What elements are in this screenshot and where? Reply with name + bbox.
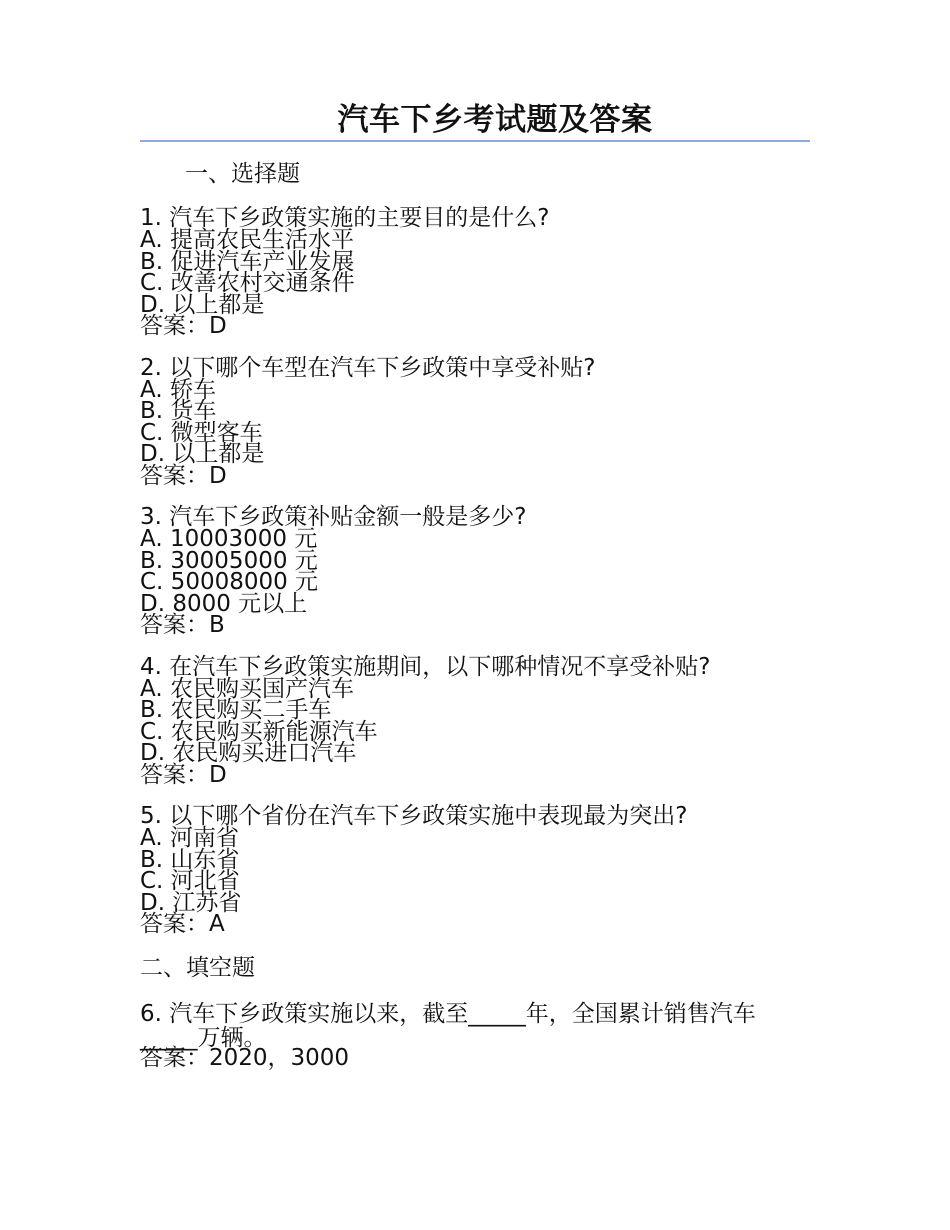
option-d: D. 8000 元以上 <box>140 590 308 617</box>
question-block-6 <box>140 1002 810 1070</box>
question-block-4 <box>140 655 810 787</box>
answer-text: 答案：B <box>140 612 225 638</box>
section-heading-choice: 一、选择题 <box>185 161 300 187</box>
question-stem: 6. 汽车下乡政策实施以来，截至_____年，全国累计销售汽车_____万辆。 <box>140 1000 756 1051</box>
document-title: 汽车下乡考试题及答案 <box>337 102 653 138</box>
question-stem: 2. 以下哪个车型在汽车下乡政策中享受补贴? <box>140 354 596 381</box>
answer-text: 答案：D <box>140 313 227 339</box>
option-d: D. 以上都是 <box>140 291 265 318</box>
question-stem: 3. 汽车下乡政策补贴金额一般是多少? <box>140 504 527 530</box>
option-c: C. 50008000 元 <box>140 569 319 595</box>
answer-text: 答案：D <box>140 462 227 489</box>
question-block-3 <box>140 505 810 637</box>
question-block-1 <box>140 206 810 338</box>
option-c: C. 农民购买新能源汽车 <box>140 718 378 745</box>
document-page <box>140 100 810 1070</box>
answer-text: 答案：A <box>140 911 225 937</box>
question-stem: 5. 以下哪个省份在汽车下乡政策实施中表现最为突出? <box>140 803 688 829</box>
option-c: C. 微型客车 <box>140 419 263 446</box>
option-a: A. 10003000 元 <box>140 526 318 552</box>
answer-text: 答案：2020，3000 <box>140 1044 350 1071</box>
title-underline <box>140 140 810 142</box>
option-d: D. 以上都是 <box>140 441 265 467</box>
option-b: B. 农民购买二手车 <box>140 697 332 723</box>
option-d: D. 江苏省 <box>140 889 242 916</box>
answer-text: 答案：D <box>140 761 227 788</box>
option-a: A. 提高农民生活水平 <box>140 227 354 253</box>
option-a: A. 河南省 <box>140 825 239 851</box>
option-a: A. 轿车 <box>140 376 216 403</box>
question-block-2 <box>140 356 810 488</box>
option-c: C. 改善农村交通条件 <box>140 270 355 296</box>
section-heading-fill-in: 二、填空题 <box>140 954 255 981</box>
question-stem: 4. 在汽车下乡政策实施期间，以下哪种情况不享受补贴? <box>140 653 711 680</box>
option-b: B. 30005000 元 <box>140 547 318 574</box>
question-stem: 1. 汽车下乡政策实施的主要目的是什么? <box>140 205 550 231</box>
option-b: B. 促进汽车产业发展 <box>140 248 355 275</box>
option-a: A. 农民购买国产汽车 <box>140 675 354 702</box>
question-block-5 <box>140 804 810 936</box>
option-b: B. 货车 <box>140 398 217 424</box>
option-d: D. 农民购买进口汽车 <box>140 740 357 766</box>
option-b: B. 山东省 <box>140 846 240 873</box>
option-c: C. 河北省 <box>140 868 240 894</box>
